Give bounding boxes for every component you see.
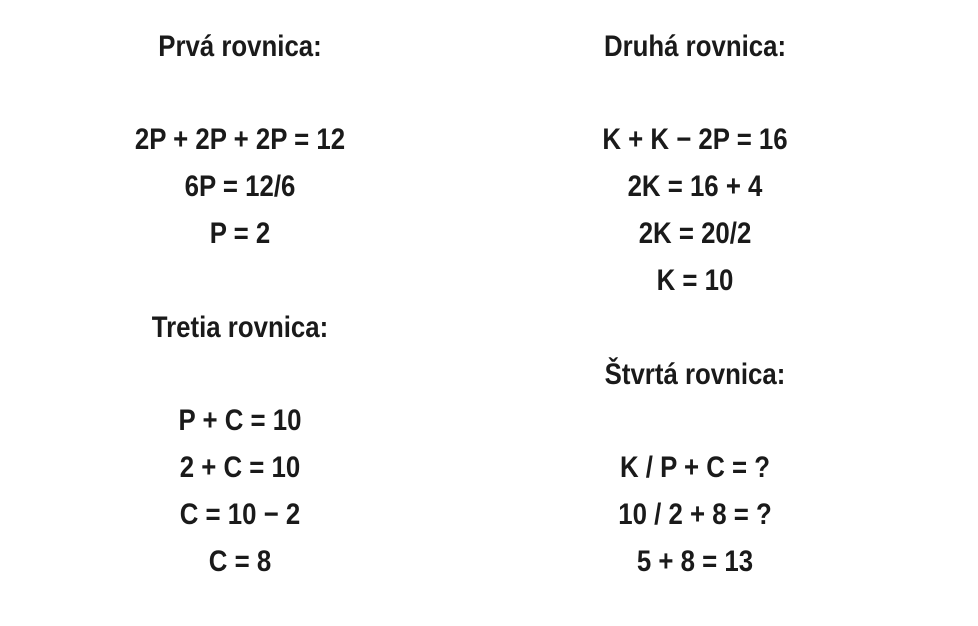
third-equation-line-4: C = 8 — [208, 545, 272, 578]
fourth-equation-line-3: 5 + 8 = 13 — [636, 545, 754, 578]
fourth-equation-line-2: 10 / 2 + 8 = ? — [618, 498, 772, 531]
third-equation-line-2: 2 + C = 10 — [179, 451, 301, 484]
third-equation-heading: Tretia rovnica: — [151, 311, 329, 344]
first-equation-line-3: P = 2 — [209, 217, 271, 250]
second-equation-line-2: 2K = 16 + 4 — [627, 170, 763, 203]
first-equation-line-2: 6P = 12/6 — [184, 170, 296, 203]
second-equation-heading: Druhá rovnica: — [603, 30, 787, 63]
first-equation-heading: Prvá rovnica: — [158, 30, 322, 63]
second-equation-line-3: 2K = 20/2 — [638, 217, 752, 250]
fourth-equation-heading: Štvrtá rovnica: — [604, 358, 786, 391]
fourth-equation-line-1: K / P + C = ? — [619, 451, 771, 484]
third-equation-line-1: P + C = 10 — [178, 404, 302, 437]
third-equation-line-3: C = 10 − 2 — [179, 498, 301, 531]
first-equation-line-1: 2P + 2P + 2P = 12 — [134, 123, 346, 156]
second-equation-line-4: K = 10 — [656, 264, 734, 297]
second-equation-line-1: K + K − 2P = 16 — [602, 123, 788, 156]
